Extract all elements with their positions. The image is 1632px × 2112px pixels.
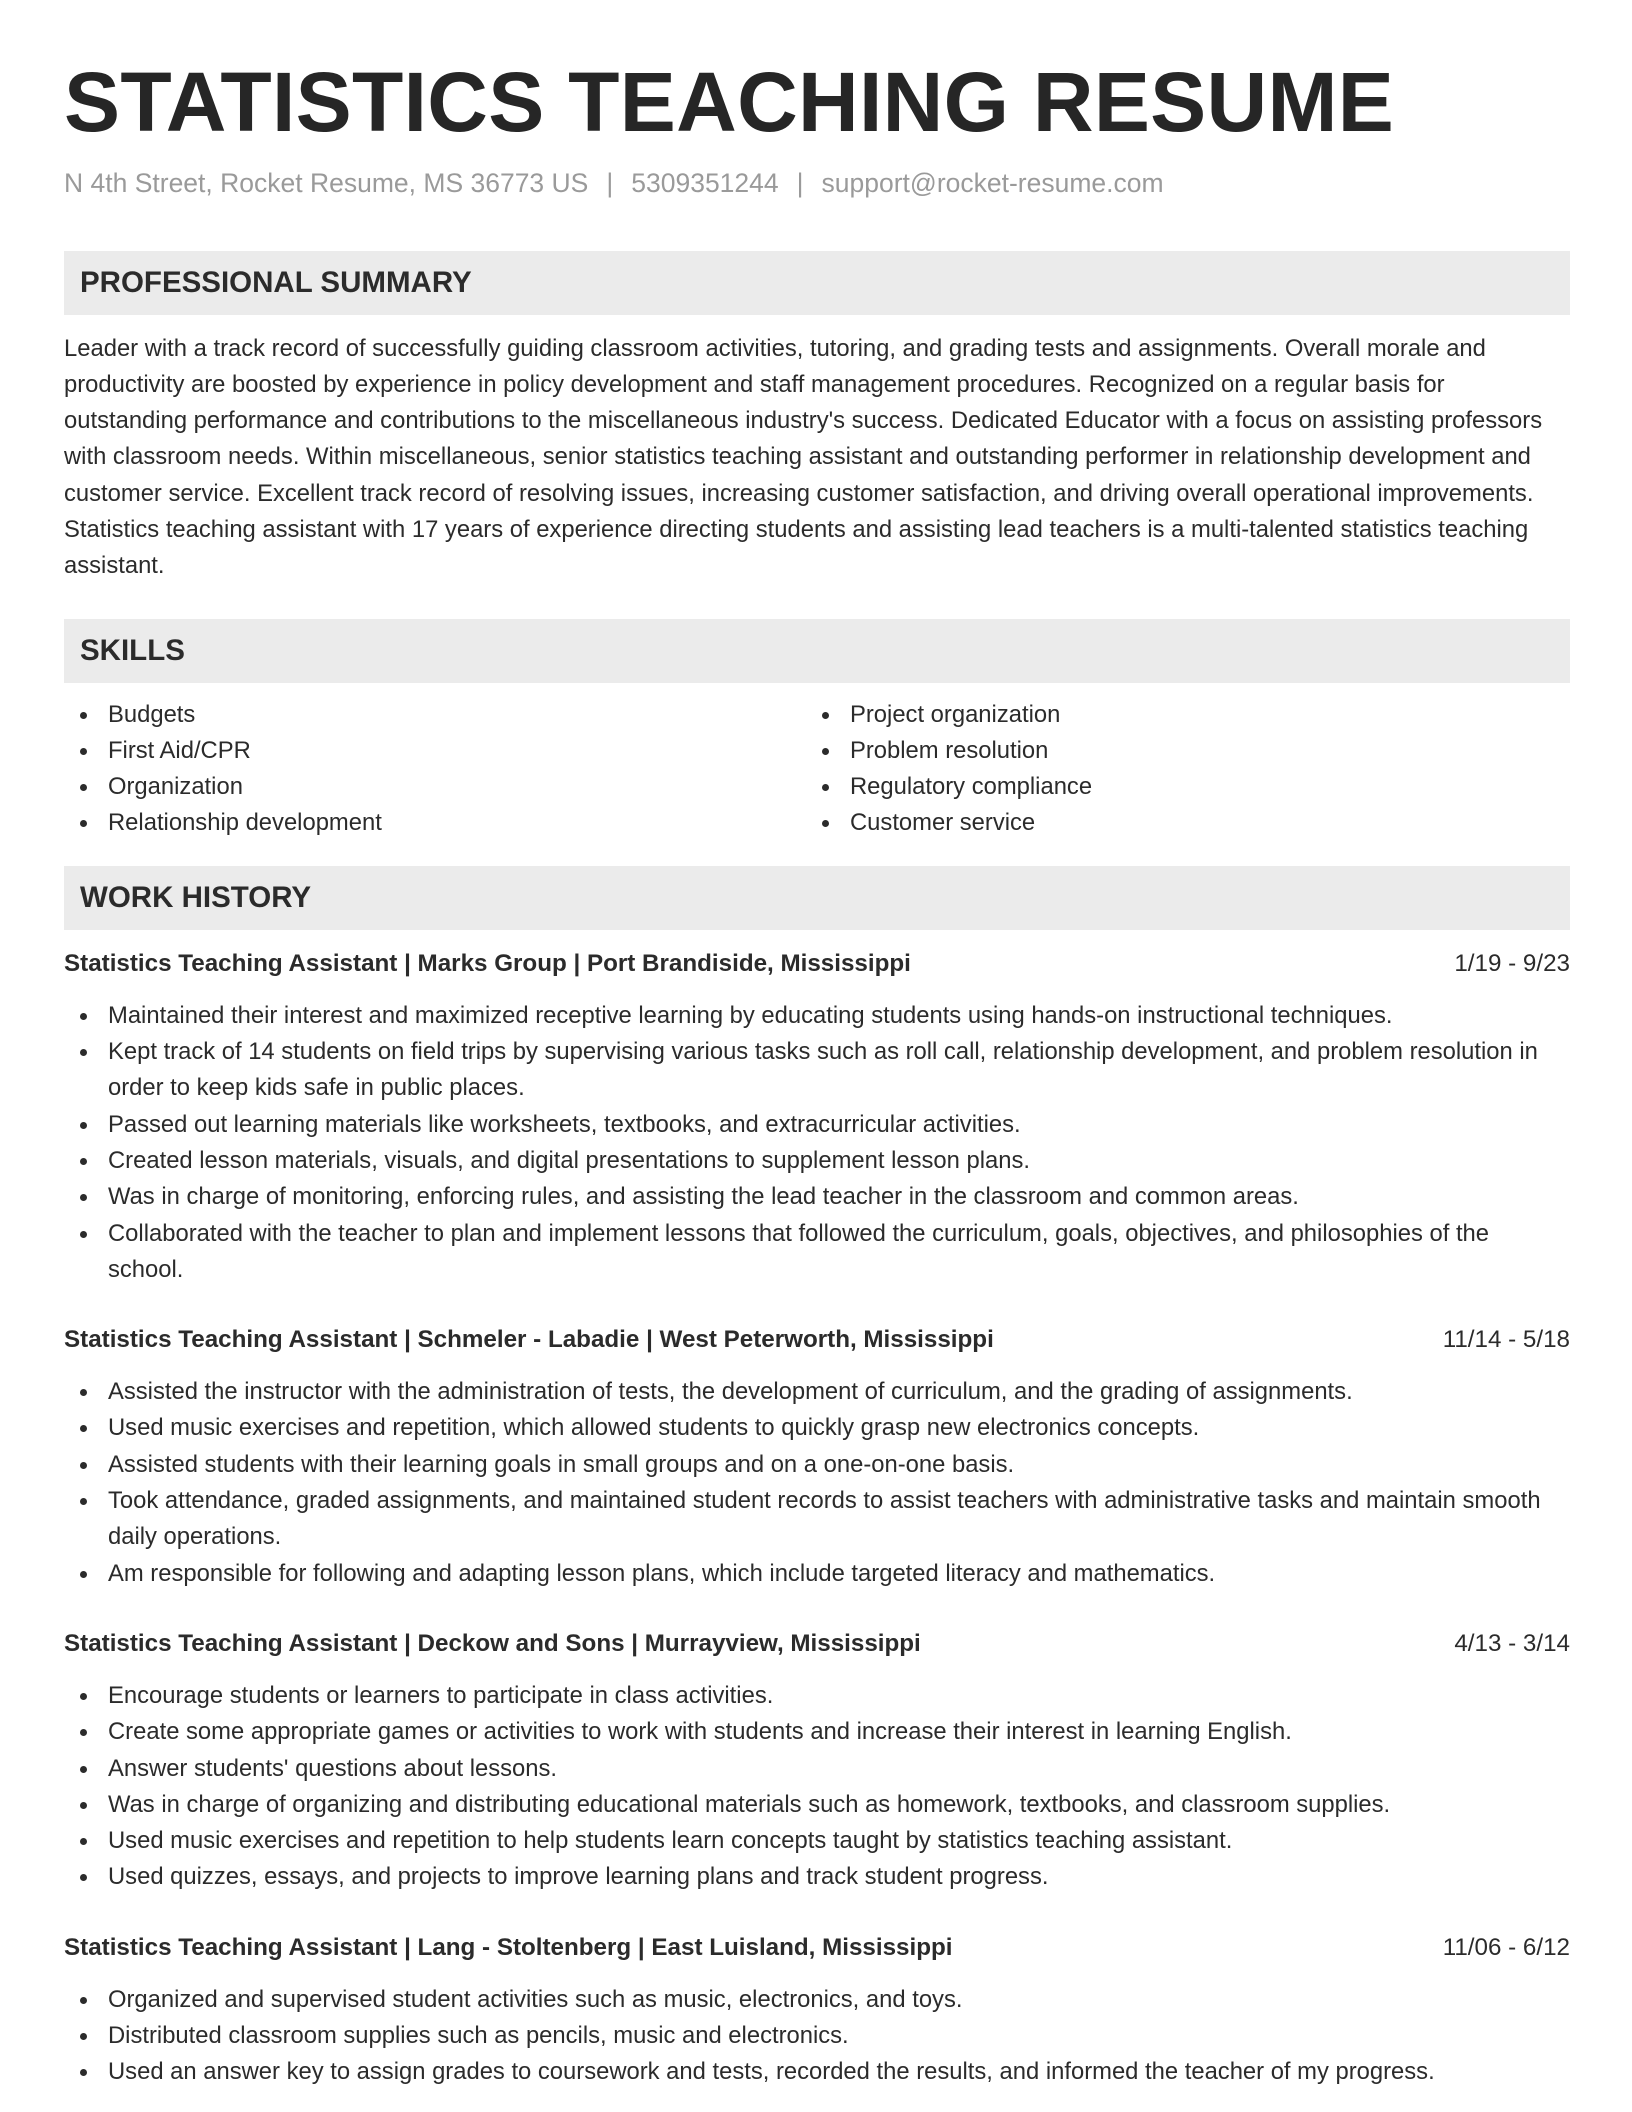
- job-header: [64, 1930, 1570, 1966]
- skills-column-right: [806, 697, 1548, 842]
- job-entry: [64, 1626, 1570, 1896]
- resume-title: STATISTICS TEACHING RESUME: [64, 55, 1395, 149]
- job-bullet: Collaborated with the teacher to plan and implement lessons that followed the curriculum, goals, objectives, and philosophies of the school.: [64, 1216, 1570, 1289]
- job-dates: 1/19 - 9/23: [1454, 949, 1570, 977]
- skills-column-left: [64, 697, 806, 842]
- job-bullet: Am responsible for following and adapting lesson plans, which include targeted literacy and mathematics.: [64, 1556, 1570, 1592]
- job-bullet: Was in charge of monitoring, enforcing rules, and assisting the lead teacher in the classroom and common areas.: [64, 1179, 1570, 1215]
- job-bullet: Created lesson materials, visuals, and digital presentations to supplement lesson plans.: [64, 1143, 1570, 1179]
- job-dates: 4/13 - 3/14: [1454, 1629, 1570, 1657]
- summary-text: Leader with a track record of successfully guiding classroom activities, tutoring, and grading tests and assignments. Overall morale and productivity are boosted by experience in policy development and staff management procedures. Recognized on a regular basis for outstanding performance and contributions to the miscellaneous industry's success. Dedicated Educator with a focus on assisting professors with classroom needs. Within miscellaneous, senior statistics teaching assistant and outstanding performer in relationship development and customer service. Excellent track record of resolving issues, increasing customer satisfaction, and driving overall operational improvements. Statistics teaching assistant with 17 years of experience directing students and assisting lead teachers is a multi-talented statistics teaching assistant.: [64, 334, 1543, 580]
- job-header: [64, 1626, 1570, 1662]
- job-header: [64, 946, 1570, 982]
- skill-item: Problem resolution: [806, 733, 1548, 769]
- job-title: Statistics Teaching Assistant | Schmeler - Labadie | West Peterworth, Mississippi: [64, 1326, 994, 1354]
- contact-separator: |: [606, 168, 614, 198]
- contact-email: support@rocket-resume.com: [821, 168, 1164, 198]
- job-bullet: Took attendance, graded assignments, and maintained student records to assist teachers with administrative tasks and maintain smooth daily operations.: [64, 1483, 1570, 1556]
- job-bullet: Assisted students with their learning goals in small groups and on a one-on-one basis.: [64, 1447, 1570, 1483]
- skill-item: Regulatory compliance: [806, 769, 1548, 805]
- skill-item: Organization: [64, 769, 806, 805]
- skill-item: Relationship development: [64, 805, 806, 841]
- section-header-summary: PROFESSIONAL SUMMARY: [64, 251, 1570, 315]
- job-bullets: [64, 1374, 1570, 1592]
- job-bullet: Used quizzes, essays, and projects to improve learning plans and track student progress.: [64, 1859, 1570, 1895]
- skill-item: Project organization: [806, 697, 1548, 733]
- job-bullets: [64, 1982, 1570, 2091]
- section-header-skills: SKILLS: [64, 619, 1570, 683]
- job-bullet: Encourage students or learners to participate in class activities.: [64, 1678, 1570, 1714]
- job-bullet: Passed out learning materials like worksheets, textbooks, and extracurricular activities.: [64, 1107, 1570, 1143]
- job-dates: 11/14 - 5/18: [1442, 1326, 1570, 1354]
- skill-item: Customer service: [806, 805, 1548, 841]
- job-title: Statistics Teaching Assistant | Deckow and Sons | Murrayview, Mississippi: [64, 1629, 921, 1657]
- contact-separator: |: [796, 168, 804, 198]
- job-bullet: Organized and supervised student activities such as music, electronics, and toys.: [64, 1982, 1570, 2018]
- job-bullet: Create some appropriate games or activities to work with students and increase their interest in learning English.: [64, 1714, 1570, 1750]
- job-bullets: [64, 998, 1570, 1288]
- skills-list: [64, 697, 1570, 842]
- job-title: Statistics Teaching Assistant | Marks Group | Port Brandiside, Mississippi: [64, 949, 911, 977]
- skill-item: Budgets: [64, 697, 806, 733]
- contact-address: N 4th Street, Rocket Resume, MS 36773 US: [64, 168, 589, 198]
- contact-line: [64, 170, 1570, 197]
- job-dates: 11/06 - 6/12: [1442, 1933, 1570, 1961]
- job-bullet: Was in charge of organizing and distributing educational materials such as homework, textbooks, and classroom supplies.: [64, 1787, 1570, 1823]
- job-entry: [64, 1322, 1570, 1592]
- job-entry: [64, 1930, 1570, 2091]
- job-bullets: [64, 1678, 1570, 1896]
- job-header: [64, 1322, 1570, 1358]
- job-entry: [64, 946, 1570, 1288]
- job-bullet: Distributed classroom supplies such as pencils, music and electronics.: [64, 2018, 1570, 2054]
- job-bullet: Kept track of 14 students on field trips by supervising various tasks such as roll call, relationship development, and problem resolution in order to keep kids safe in public places.: [64, 1034, 1570, 1107]
- job-bullet: Maintained their interest and maximized receptive learning by educating students using hands-on instructional techniques.: [64, 998, 1570, 1034]
- job-bullet: Used music exercises and repetition, which allowed students to quickly grasp new electronics concepts.: [64, 1410, 1570, 1446]
- job-bullet: Used an answer key to assign grades to coursework and tests, recorded the results, and informed the teacher of my progress.: [64, 2054, 1570, 2090]
- job-bullet: Answer students' questions about lessons.: [64, 1751, 1570, 1787]
- contact-phone: 5309351244: [631, 168, 779, 198]
- job-bullet: Used music exercises and repetition to help students learn concepts taught by statistics teaching assistant.: [64, 1823, 1570, 1859]
- job-bullet: Assisted the instructor with the administration of tests, the development of curriculum, and the grading of assignments.: [64, 1374, 1570, 1410]
- skill-item: First Aid/CPR: [64, 733, 806, 769]
- section-header-work-history: WORK HISTORY: [64, 866, 1570, 930]
- job-title: Statistics Teaching Assistant | Lang - Stoltenberg | East Luisland, Mississippi: [64, 1933, 953, 1961]
